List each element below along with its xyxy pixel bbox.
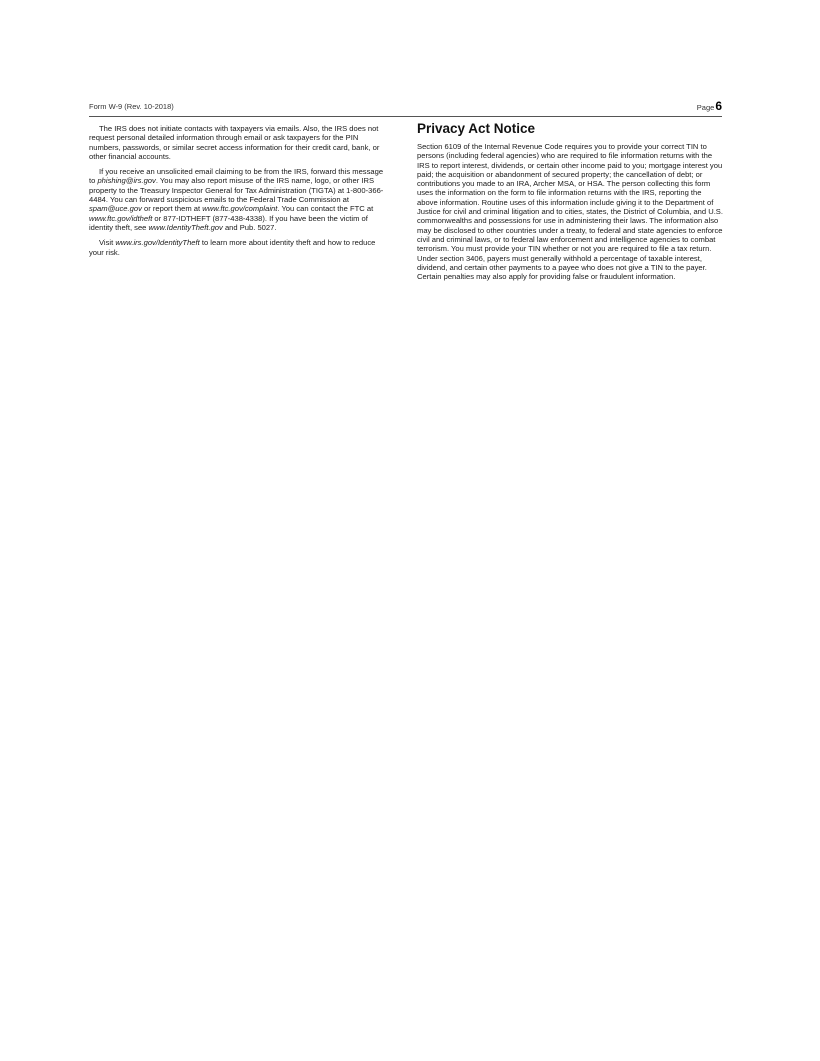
page-header xyxy=(89,99,722,115)
report-phishing-paragraph xyxy=(89,167,391,232)
page-label: Page xyxy=(696,103,715,112)
email-contact-paragraph: The IRS does not initiate contacts with taxpayers via emails. Also, the IRS does not request personal detailed information through email or ask taxpayers for the PIN numbers, passwords, or similar secret access information for their credit card, bank, or other financial accounts. xyxy=(89,124,380,161)
form-identifier: Form W-9 (Rev. 10-2018) xyxy=(89,102,174,111)
phishing-email: phishing@irs.gov xyxy=(97,176,156,186)
privacy-act-body: Section 6109 of the Internal Revenue Code requires you to provide your correct TIN to persons (including federal agencies) who are required to file information returns with the IRS to report interest, dividends, or certain other income paid to you; mortgage interest you paid; the acquisition or abandonment of secured property; the cancellation of debt; or contributions you made to an IRA, Archer MSA, or HSA. The person collecting this form uses the information on the form to file information returns with the IRS, reporting the above information. Routine uses of this information include giving it to the Department of Justice for civil and criminal litigation and to cities, states, the District of Columbia, and U.S. commonwealths and possessions for use in administering their laws. The information also may be disclosed to other countries under a treaty, to federal and state agencies to enforce civil and criminal laws, or to federal law enforcement and intelligence agencies to combat terrorism. You must provide your TIN whether or not you are required to file a tax return. Under section 3406, payers must generally withhold a percentage of taxable interest, dividend, and certain other payments to a payee who does not give a TIN to the payer. Certain penalties may also apply for providing false or fraudulent information. xyxy=(417,142,723,282)
text-segment: Visit xyxy=(99,238,116,248)
identity-theft-paragraph xyxy=(89,238,391,257)
page-indicator xyxy=(697,99,722,113)
text-segment: . You can contact the FTC at xyxy=(277,204,374,214)
text-segment: If you receive an unsolicited email claiming to be from the IRS, forward this message to xyxy=(89,167,384,186)
irs-identitytheft-link: www.irs.gov/IdentityTheft xyxy=(115,238,200,248)
left-column xyxy=(89,124,391,263)
text-segment: or 877-IDTHEFT (877-438-4338). If you have been the victim of identity theft, see xyxy=(89,213,368,232)
ftc-idtheft-link: www.ftc.gov/idtheft xyxy=(89,213,153,223)
text-segment: or report them at xyxy=(141,204,203,214)
text-segment: and Pub. 5027. xyxy=(222,222,277,232)
privacy-act-heading: Privacy Act Notice xyxy=(417,121,536,136)
text-segment: . You may also report misuse of the IRS name, logo, or other IRS property to the Treasury Inspector General for Tax Administration (TIGTA) at 1-800-366-4484. You can forward suspicious emails to the Federal Trade Commission at xyxy=(89,176,384,205)
page-number: 6 xyxy=(715,99,722,113)
identitytheft-gov-link: www.IdentityTheft.gov xyxy=(148,222,223,232)
header-divider xyxy=(89,116,722,117)
right-column xyxy=(417,121,723,287)
ftc-complaint-link: www.ftc.gov/complaint xyxy=(202,204,278,214)
text-segment: to learn more about identity theft and how to reduce your risk. xyxy=(89,238,376,257)
spam-email: spam@uce.gov xyxy=(89,204,142,214)
